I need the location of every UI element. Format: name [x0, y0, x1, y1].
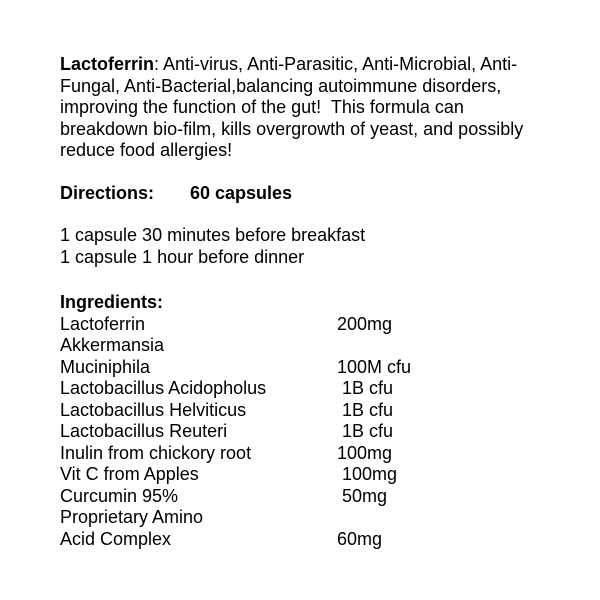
ingredient-amount: 100mg — [337, 442, 393, 463]
directions-heading: Directions: — [60, 182, 155, 203]
ingredient-amount: 200mg — [337, 313, 393, 334]
ingredient-row — [60, 335, 572, 357]
ingredient-row — [60, 357, 572, 379]
capsule-count: 60 capsules — [190, 182, 293, 203]
ingredient-row — [60, 529, 572, 551]
directions-heading-row — [60, 183, 572, 205]
ingredient-name: Curcumin 95% — [60, 485, 179, 506]
intro-line: Fungal, Anti-Bacterial,balancing autoimmune disorders, — [60, 75, 502, 96]
ingredient-amount: 100M cfu — [337, 356, 412, 377]
intro-line: reduce food allergies! — [60, 140, 233, 160]
ingredient-name: Acid Complex — [60, 528, 172, 549]
ingredient-amount: 1B cfu — [337, 378, 394, 398]
ingredient-name: Lactobacillus Helviticus — [60, 399, 247, 420]
ingredient-name: Inulin from chickory root — [60, 442, 252, 463]
intro-line: improving the function of the gut! This formula can — [60, 97, 464, 117]
ingredient-row — [60, 400, 572, 422]
intro-paragraph — [60, 54, 572, 162]
ingredient-amount: 1B cfu — [337, 421, 394, 441]
ingredient-name: Proprietary Amino — [60, 507, 204, 527]
ingredients-section — [60, 292, 572, 550]
ingredient-amount: 60mg — [337, 528, 383, 549]
ingredient-name: Lactobacillus Reuteri — [60, 421, 228, 441]
ingredient-row — [60, 421, 572, 443]
ingredients-heading: Ingredients: — [60, 292, 164, 312]
intro-bold-lead: Lactoferrin — [60, 54, 155, 74]
intro-line — [60, 54, 572, 76]
ingredient-row — [60, 464, 572, 486]
ingredient-row — [60, 486, 572, 508]
ingredient-row — [60, 443, 572, 465]
ingredient-amount: 50mg — [337, 485, 388, 506]
ingredient-name: Lactobacillus Acidopholus — [60, 378, 267, 398]
ingredient-amount: 1B cfu — [337, 399, 394, 420]
ingredient-name: Akkermansia — [60, 335, 165, 355]
ingredient-name: Lactoferrin — [60, 313, 146, 334]
intro-line: breakdown bio-film, kills overgrowth of yeast, and possibly — [60, 118, 524, 139]
ingredient-row — [60, 507, 572, 529]
ingredient-name: Muciniphila — [60, 356, 151, 377]
dosage-instructions — [60, 225, 572, 268]
ingredient-name: Vit C from Apples — [60, 464, 199, 484]
ingredient-row — [60, 378, 572, 400]
intro-line-text: : Anti-virus, Anti-Parasitic, Anti-Microbial, Anti- — [154, 54, 518, 74]
instruction-line: 1 capsule 1 hour before dinner — [60, 246, 305, 267]
instruction-line: 1 capsule 30 minutes before breakfast — [60, 225, 366, 245]
ingredient-row — [60, 314, 572, 336]
ingredient-amount: 100mg — [337, 464, 398, 484]
